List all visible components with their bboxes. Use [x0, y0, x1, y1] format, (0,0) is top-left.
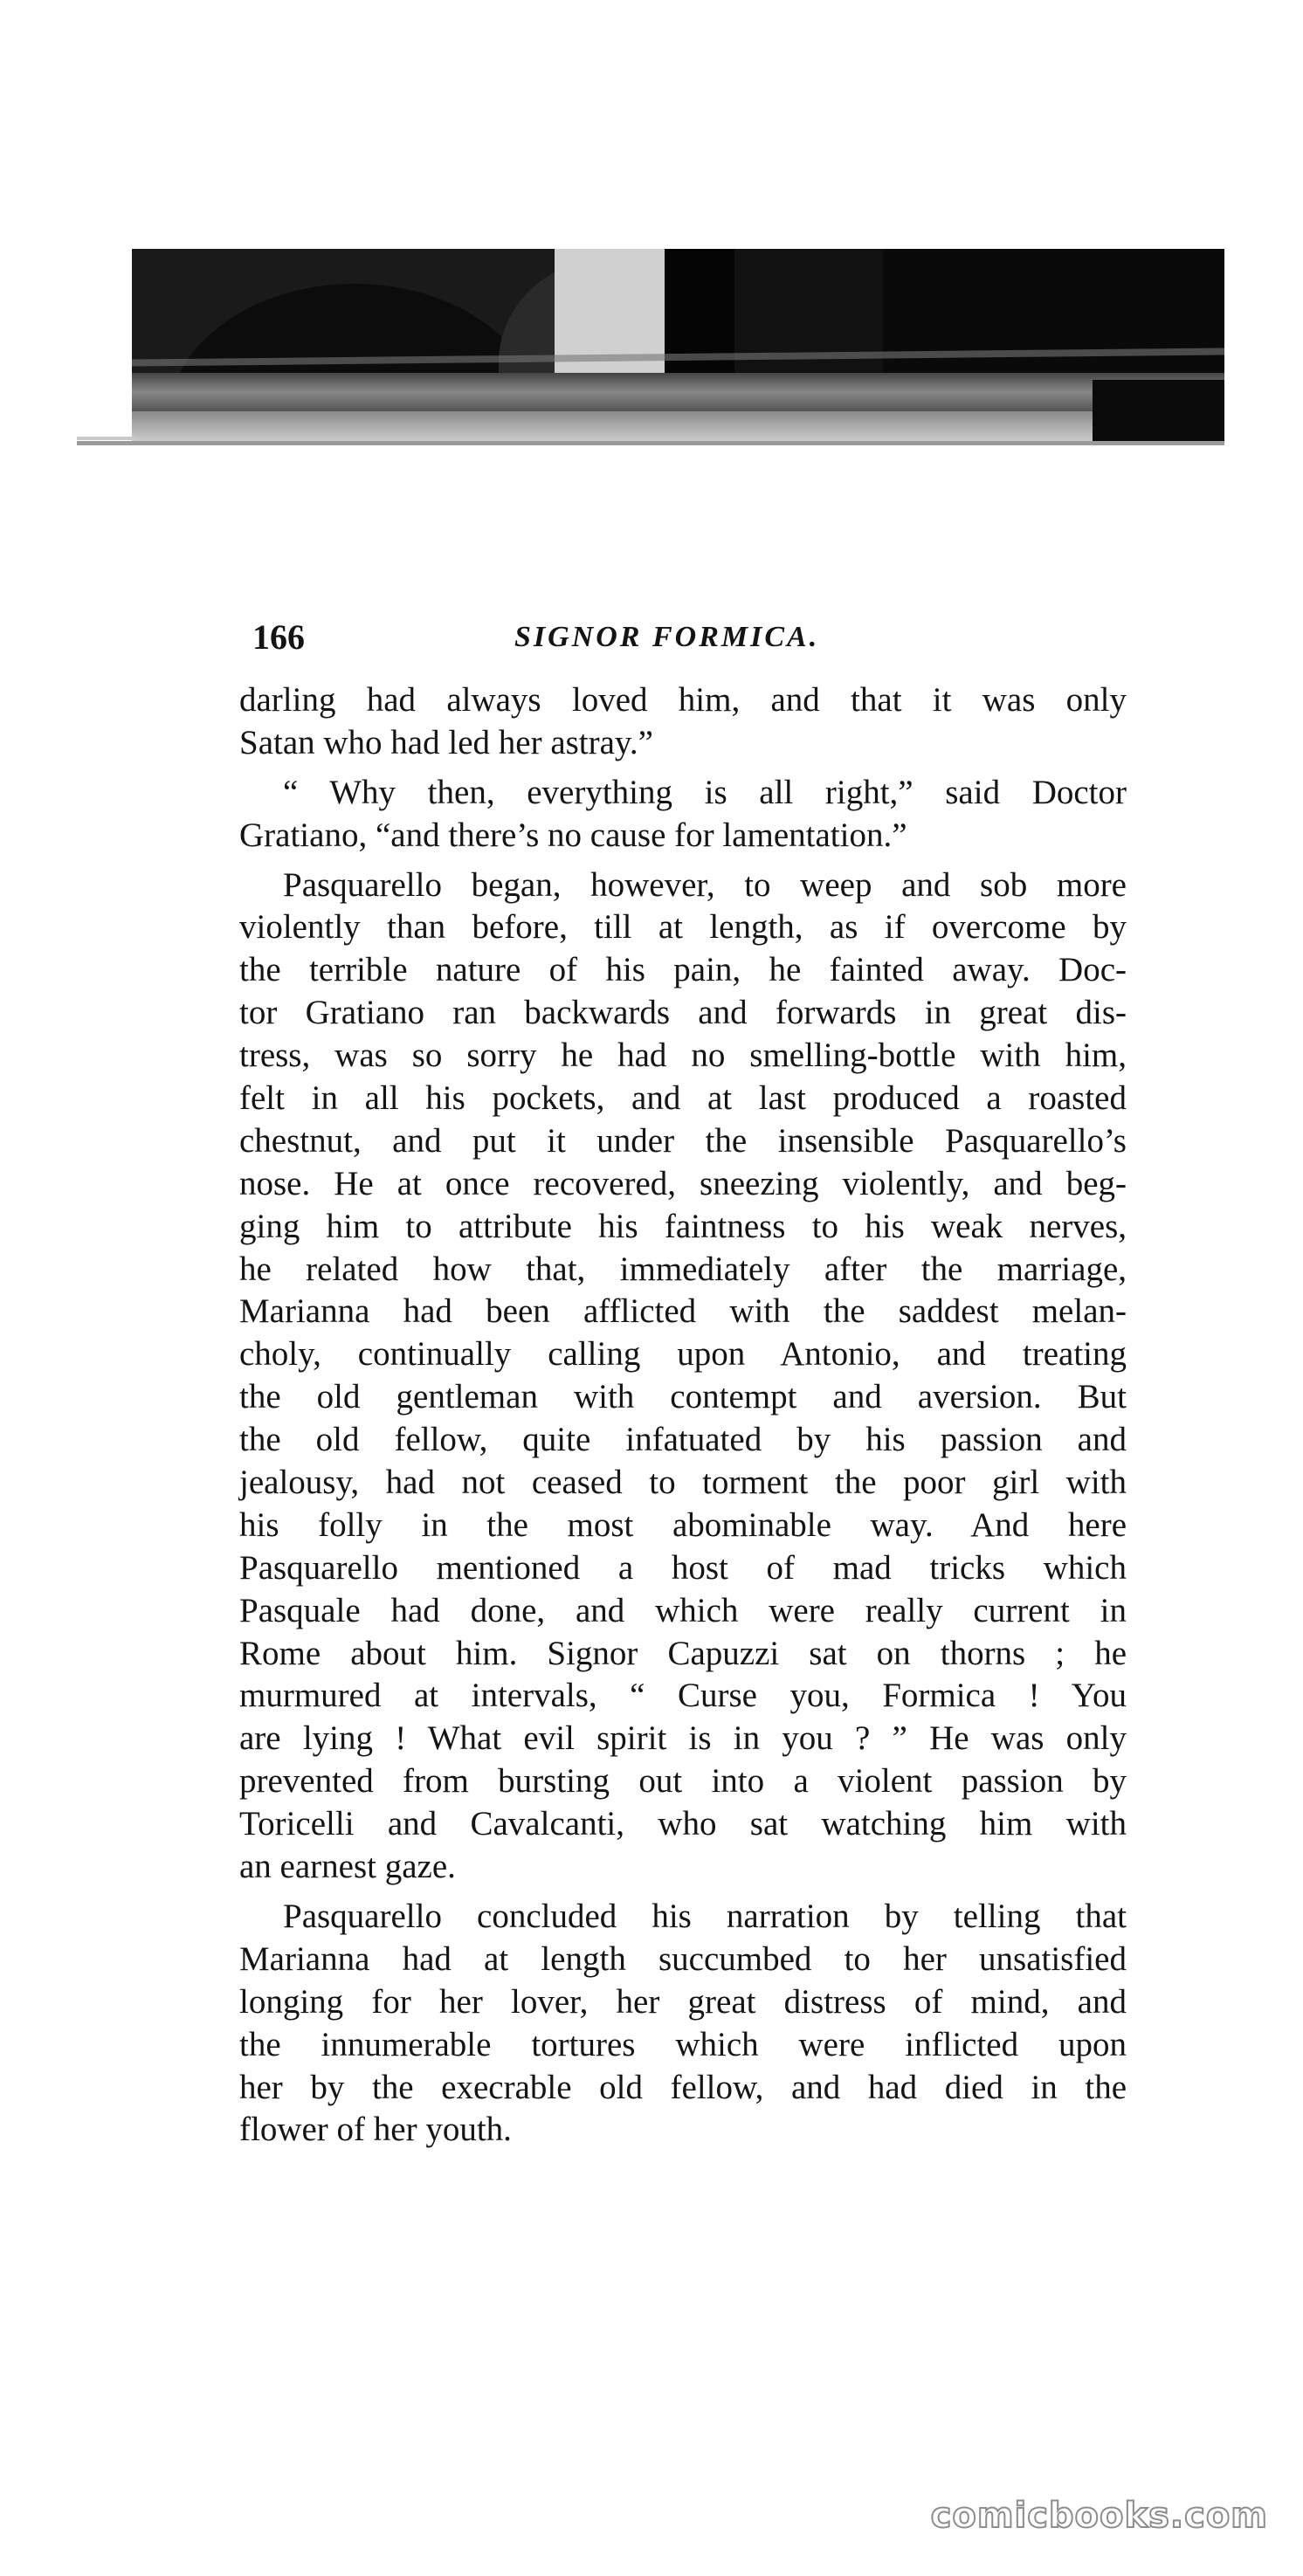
paragraph-gap — [239, 858, 1127, 864]
text-line: Pasquarello mentioned a host of mad tricks which — [239, 1548, 1127, 1587]
text-line: jealousy, had not ceased to torment the poor girl with — [239, 1464, 1127, 1502]
scan-edge-tab — [77, 437, 134, 440]
text-line: longing for her lover, her great distress of mind, and — [239, 1982, 1127, 2021]
paragraph-gap — [239, 765, 1127, 772]
text-line: Toricelli and Cavalcanti, who sat watching him with — [239, 1805, 1127, 1843]
text-line: her by the execrable old fellow, and had died in the — [239, 2068, 1127, 2106]
text-line: his folly in the most abominable way. And here — [239, 1505, 1127, 1544]
running-title: SIGNOR FORMICA. — [514, 621, 820, 653]
text-line: Rome about him. Signor Capuzzi sat on thorns ; he — [239, 1634, 1127, 1672]
text-line: an earnest gaze. — [239, 1848, 456, 1886]
text-line: the old gentleman with contempt and aversion. But — [239, 1378, 1127, 1416]
paragraph-gap — [239, 1889, 1127, 1896]
scan-image-artifact — [132, 249, 1224, 443]
text-line: “ Why then, everything is all right,” said Doctor — [283, 773, 1127, 811]
text-line: tress, was so sorry he had no smelling-bottle with him, — [239, 1037, 1127, 1075]
text-line: darling had always loved him, and that it was only — [239, 681, 1127, 719]
text-line: the terrible nature of his pain, he fainted away. Doc- — [239, 951, 1127, 989]
text-line: Marianna had at length succumbed to her unsatisfied — [239, 1939, 1127, 1978]
text-line: the old fellow, quite infatuated by his passion and — [239, 1421, 1127, 1459]
text-line: ging him to attribute his faintness to his weak nerves, — [239, 1207, 1127, 1245]
watermark-logo: comicbooks.com — [930, 2496, 1268, 2536]
scan-wedge — [1093, 380, 1224, 443]
text-line: Pasquarello began, however, to weep and sob more — [283, 865, 1127, 904]
text-line: are lying ! What evil spirit is in you ? ” He was only — [239, 1719, 1127, 1758]
text-line: violently than before, till at length, as if overcome by — [239, 908, 1127, 947]
text-line: Marianna had been afflicted with the saddest melan- — [239, 1292, 1127, 1331]
scan-stripe-wide — [132, 373, 1224, 411]
text-line: felt in all his pockets, and at last produced a roasted — [239, 1079, 1127, 1118]
text-line: Gratiano, “and there’s no cause for lamentation.” — [239, 816, 907, 854]
text-line: tor Gratiano ran backwards and forwards in great dis- — [239, 994, 1127, 1032]
body-text — [239, 679, 1127, 2152]
page-number: 166 — [252, 617, 305, 657]
text-line: flower of her youth. — [239, 2111, 512, 2149]
scan-dark-patch — [665, 249, 734, 389]
text-line: murmured at intervals, “ Curse you, Formica ! You — [239, 1677, 1127, 1715]
scan-light-patch-inner — [555, 249, 665, 389]
scan-edge-line — [77, 441, 1224, 445]
text-line: Pasquarello concluded his narration by telling that — [283, 1897, 1127, 1935]
running-header — [252, 611, 1117, 664]
text-line: the innumerable tortures which were inflicted upon — [239, 2025, 1127, 2063]
text-line: nose. He at once recovered, sneezing violently, and beg- — [239, 1164, 1127, 1202]
text-line: Satan who had led her astray.” — [239, 723, 653, 761]
text-line: Pasquale had done, and which were really current in — [239, 1591, 1127, 1629]
scan-stripe-light — [132, 411, 1224, 443]
text-line: choly, continually calling upon Antonio, and treating — [239, 1335, 1127, 1374]
text-line: chestnut, and put it under the insensible Pasquarello’s — [239, 1121, 1127, 1160]
text-line: he related how that, immediately after the marriage, — [239, 1250, 1127, 1288]
text-line: prevented from bursting out into a violent passion by — [239, 1762, 1127, 1801]
